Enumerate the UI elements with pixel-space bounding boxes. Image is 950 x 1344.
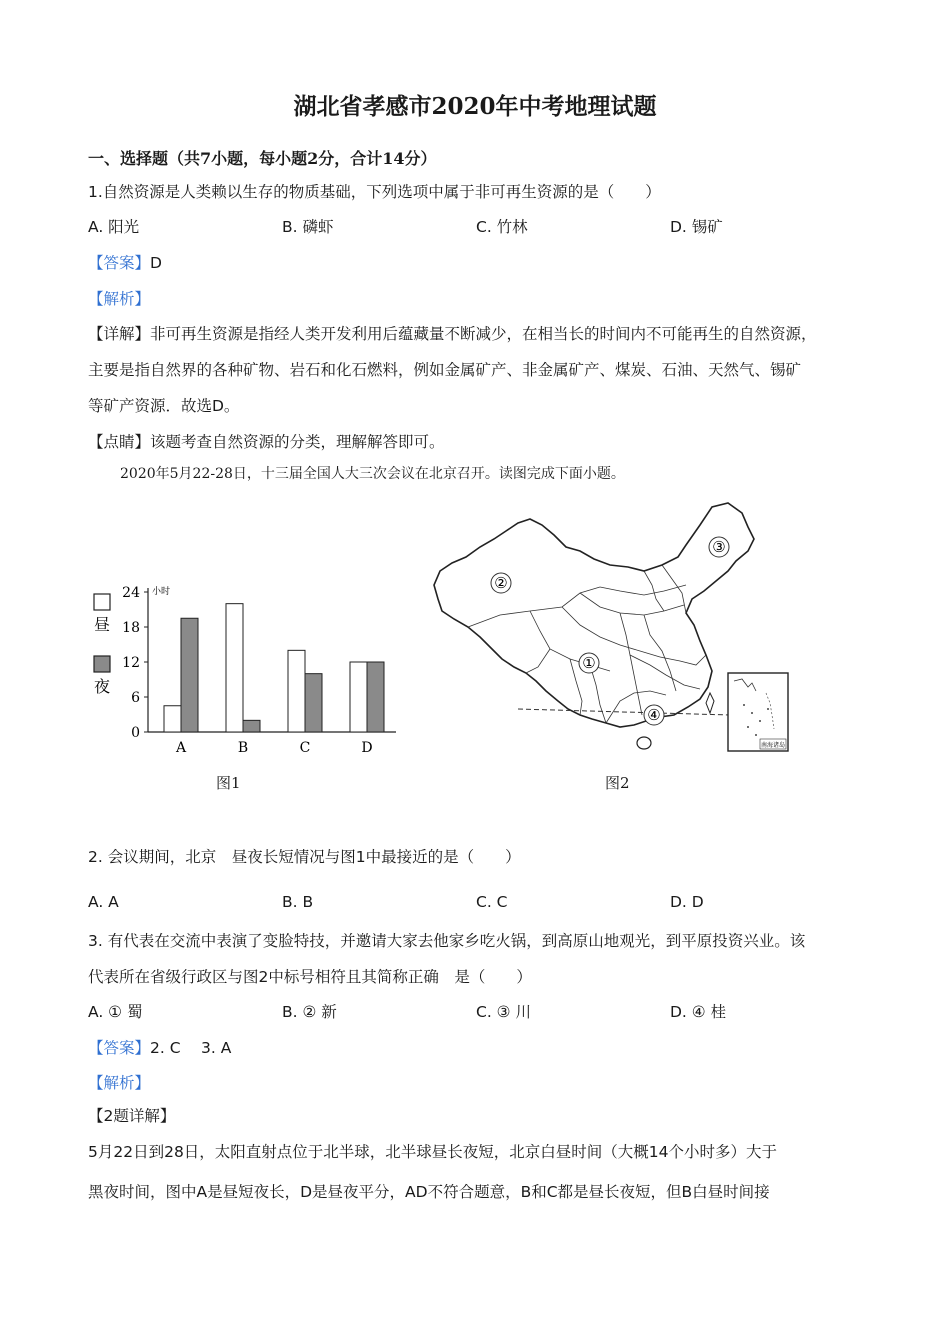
figure-1-chart [88,580,408,760]
bar-B-night [243,720,260,732]
q1-analysis [88,287,150,309]
q3-option-c: C. ③ 川 [476,1003,531,1021]
analysis-tag: 【解析】 [88,290,151,308]
q23-analysis [88,1071,150,1093]
q2-option-a: A. A [88,893,119,911]
y-tick-label: 12 [122,655,140,671]
q2-option-c: C. C [476,893,508,911]
comment-text: 该题考查自然资源的分类，理解解答即可。 [150,433,445,451]
q2-detail-line-2: 黑夜时间，图中A是昼短夜长，D是昼夜平分，AD不符合题意，B和C都是昼长夜短，但B白昼时间接 [88,1183,770,1201]
legend-day-label: 昼 [93,615,111,634]
legend-night-swatch [94,656,110,672]
hainan-island [637,737,651,749]
figure-2-caption: 图2 [605,774,630,792]
q3-option-b: B. ② 新 [282,1003,337,1021]
south-china-sea-inset [728,673,788,751]
bar-A-night [181,618,198,732]
q1-comment [88,430,445,452]
x-tick-label: B [237,740,249,756]
question-2-stem: 2. 会议期间，北京 昼夜长短情况与图1中最接近的是（ ） [88,848,521,866]
detail-text: 非可再生资源是指经人类开发利用后蕴藏量不断减少，在相当长的时间内不可能再生的自然资源， [150,325,817,343]
q2-detail-tag: 【2题详解】 [88,1107,176,1125]
bar-D-day [350,662,367,732]
q1-option-d: D. 锡矿 [670,218,723,236]
y-tick-label: 24 [122,585,140,601]
figure-1-caption: 图1 [216,774,241,792]
bar-A-day [164,706,181,732]
answer-value: 2. C 3. A [150,1039,232,1057]
x-tick-label: C [299,740,311,756]
answer-tag: 【答案】 [88,254,151,272]
marker-2: ② [494,574,508,592]
q23-answer [88,1036,231,1058]
q1-option-c: C. 竹林 [476,218,528,236]
x-tick-label: A [175,740,187,756]
q1-detail-line-1 [88,322,817,344]
y-tick-label: 18 [122,620,140,636]
marker-3: ③ [712,538,726,556]
q3-option-a: A. ① 蜀 [88,1003,143,1021]
figure-2-map [430,495,800,765]
page-title: 湖北省孝感市2020年中考地理试题 [293,93,657,120]
x-tick-label: D [361,740,373,756]
q2-option-b: B. B [282,893,314,911]
question-3-stem-line-2: 代表所在省级行政区与图2中标号相符且其简称正确 是（ ） [88,968,532,986]
q2-option-d: D. D [670,893,704,911]
bar-C-night [305,674,322,732]
q1-option-a: A. 阳光 [88,218,140,236]
legend-day-swatch [94,594,110,610]
bar-B-day [226,604,243,732]
q3-option-d: D. ④ 桂 [670,1003,727,1021]
bar-D-night [367,662,384,732]
q1-detail-line-3: 等矿产资源．故选D。 [88,397,240,415]
answer-tag: 【答案】 [88,1039,151,1057]
y-tick-label: 0 [131,725,140,741]
question-3-stem-line-1: 3. 有代表在交流中表演了变脸特技，并邀请大家去他家乡吃火锅，到高原山地观光，到平原投资兴业。该 [88,932,806,950]
marker-1: ① [582,654,596,672]
inset-label: 南海诸岛 [760,742,786,749]
china-outline [434,503,754,727]
question-1-stem: 1.自然资源是人类赖以生存的物质基础，下列选项中属于非可再生资源的是（ ） [88,183,661,201]
q1-answer [88,251,162,273]
y-unit-label: 小时 [152,587,171,597]
bar-C-day [288,650,305,732]
q1-option-b: B. 磷虾 [282,218,334,236]
detail-tag: 【详解】 [88,325,151,343]
y-tick-label: 6 [131,690,140,706]
comment-tag: 【点睛】 [88,433,151,451]
marker-4: ④ [647,706,661,724]
q2-detail-line-1: 5月22日到28日，太阳直射点位于北半球，北半球昼长夜短，北京白昼时间（大概14个小时多）大于 [88,1143,778,1161]
analysis-tag: 【解析】 [88,1074,151,1092]
taiwan-island [706,693,714,713]
q1-detail-line-2: 主要是指自然界的各种矿物、岩石和化石燃料，例如金属矿产、非金属矿产、煤炭、石油、天然气、锡矿 [88,361,802,379]
section-heading: 一、选择题（共7小题，每小题2分，合计14分） [88,149,437,168]
legend-night-label: 夜 [93,677,111,696]
answer-value: D [150,254,162,272]
materials-intro: 2020年5月22-28日，十三届全国人大三次会议在北京召开。读图完成下面小题。 [120,466,625,482]
